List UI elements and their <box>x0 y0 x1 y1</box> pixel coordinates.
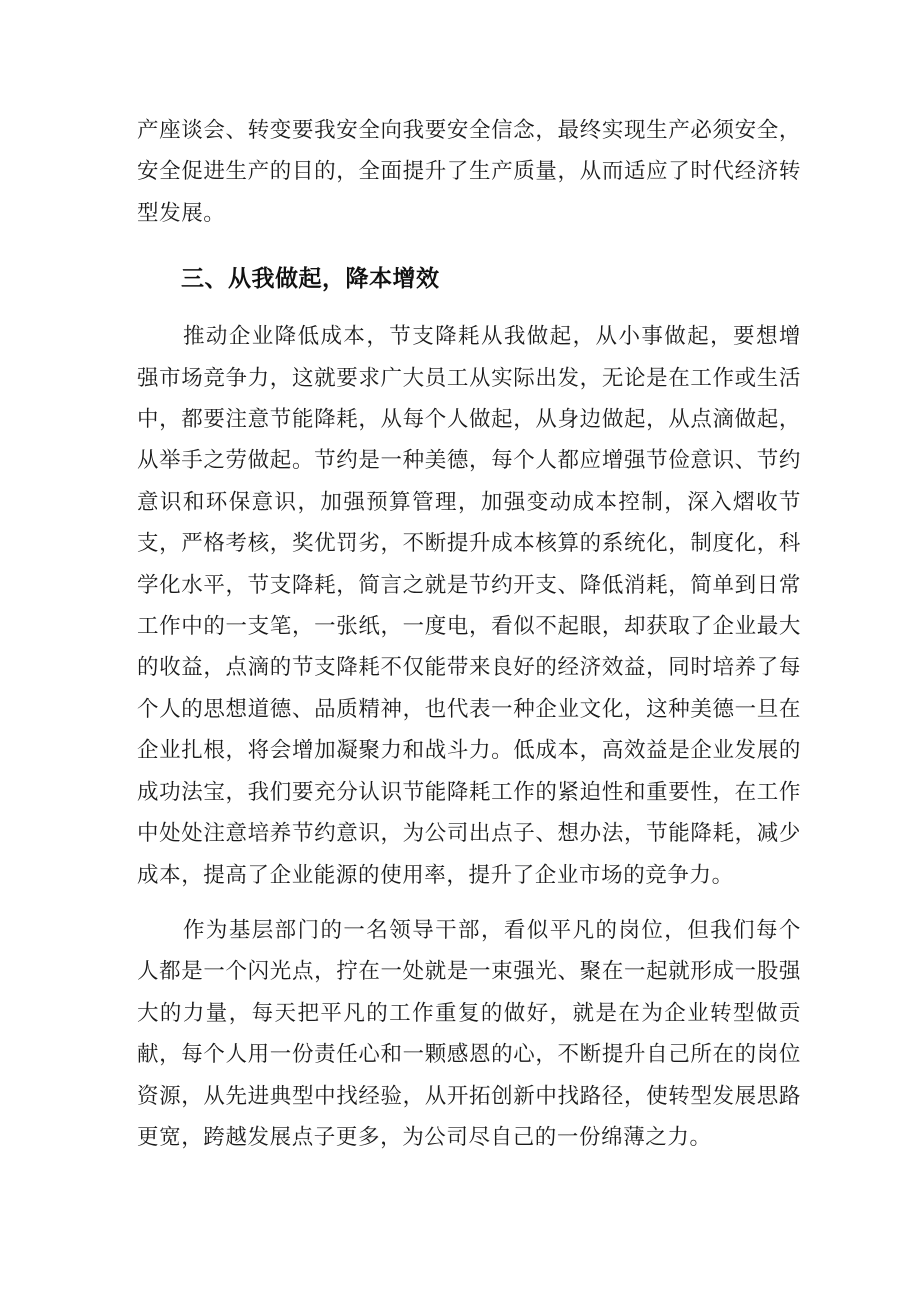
document-body <box>137 110 801 1158</box>
paragraph-cost-reduction: 推动企业降低成本，节支降耗从我做起，从小事做起，要想增强市场竞争力，这就要求广大员工从实际出发，无论是在工作或生活中，都要注意节能降耗，从每个人做起，从身边做起，从点滴做起，从举手之劳做起。节约是一种美德，每个人都应增强节俭意识、节约意识和环保意识，加强预算管理，加强变动成本控制，深入熠收节支，严格考核，奖优罚劣，不断提升成本核算的系统化，制度化，科学化水平，节支降耗，简言之就是节约开支、降低消耗，简单到日常工作中的一支笔，一张纸，一度电，看似不起眼，却获取了企业最大的收益，点滴的节支降耗不仅能带来良好的经济效益，同时培养了每个人的思想道德、品质精神，也代表一种企业文化，这种美德一旦在企业扎根，将会增加凝聚力和战斗力。低成本，高效益是企业发展的成功法宝，我们要充分认识节能降耗工作的紧迫性和重要性，在工作中处处注意培养节约意识，为公司出点子、想办法，节能降耗，减少成本，提高了企业能源的使用率，提升了企业市场的竞争力。 <box>137 324 801 888</box>
paragraph-leadership: 作为基层部门的一名领导干部，看似平凡的岗位，但我们每个人都是一个闪光点，拧在一处就是一束强光、聚在一起就形成一股强大的力量，每天把平凡的工作重复的做好，就是在为企业转型做贡献，每个人用一份责任心和一颗感恩的心，不断提升自己所在的岗位资源，从先进典型中找经验，从开拓创新中找路径，使转型发展思路更宽，跨越发展点子更多，为公司尽自己的一份绵薄之力。 <box>137 917 801 1150</box>
section-heading: 三、从我做起，降本增效 <box>181 266 440 293</box>
paragraph-continuation: 产座谈会、转变要我安全向我要安全信念，最终实现生产必须安全，安全促进生产的目的，全面提升了生产质量，从而适应了时代经济转型发展。 <box>137 118 801 226</box>
